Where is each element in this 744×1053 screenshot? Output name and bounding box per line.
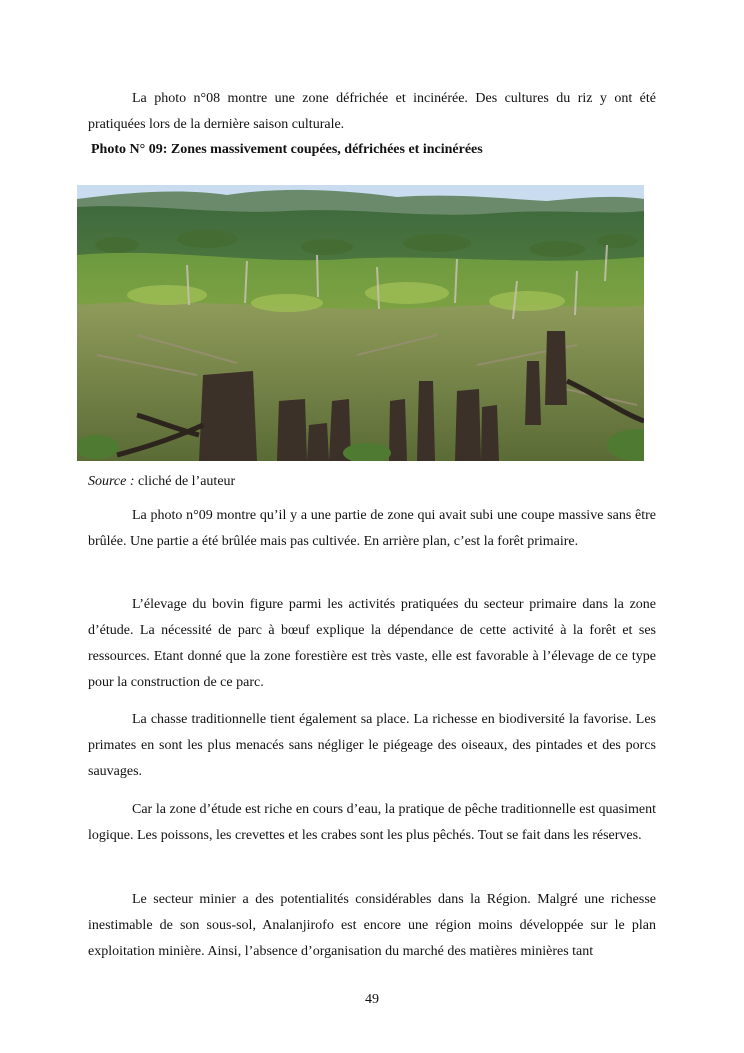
paragraph-photo-09-text: La photo n°09 montre qu’il y a une partie de zone qui avait subi une coupe massive sans être brûlée. Une partie a été brûlée mais pas cultivée. En arrière plan, c’est la forêt primaire. xyxy=(88,508,656,549)
page-number: 49 xyxy=(365,992,379,1007)
photo-caption: Photo N° 09: Zones massivement coupées, défrichées et incinérées xyxy=(91,142,483,157)
source-text: cliché de l’auteur xyxy=(138,474,236,489)
landscape-photo xyxy=(77,185,644,461)
paragraph-peche xyxy=(88,797,656,849)
paragraph-minier xyxy=(88,887,656,965)
paragraph-elevage xyxy=(88,592,656,696)
paragraph-chasse xyxy=(88,707,656,785)
paragraph-peche-text: Car la zone d’étude est riche en cours d’eau, la pratique de pêche traditionnelle est quasiment logique. Les poissons, les crevettes et les crabes sont les plus pêchés. Tout se fait dans les réserves. xyxy=(88,802,656,843)
paragraph-chasse-text: La chasse traditionnelle tient également sa place. La richesse en biodiversité la favorise. Les primates en sont les plus menacés sans négliger le piégeage des oiseaux, des pintades et des porcs sauvages. xyxy=(88,712,656,779)
paragraph-photo-09 xyxy=(88,503,656,555)
paragraph-minier-text: Le secteur minier a des potentialités considérables dans la Région. Malgré une richesse inestimable de son sous-sol, Analanjirofo est encore une région moins développée sur le plan exploitation minière. Ainsi, l’absence d’organisation du marché des matières minières tant xyxy=(88,892,656,959)
photo-source xyxy=(88,472,235,492)
paragraph-photo-08-text: La photo n°08 montre une zone défrichée et incinérée. Des cultures du riz y ont été pratiquées lors de la dernière saison culturale. xyxy=(88,91,656,132)
source-label: Source : xyxy=(88,474,135,489)
paragraph-photo-08 xyxy=(88,86,656,138)
paragraph-elevage-text: L’élevage du bovin figure parmi les activités pratiquées du secteur primaire dans la zone d’étude. La nécessité de parc à bœuf explique la dépendance de cette activité à la forêt et ses ressources. Etant donné que la zone forestière est très vaste, elle est favorable à l’élevage de ce type pour la construction de ce parc. xyxy=(88,597,656,690)
